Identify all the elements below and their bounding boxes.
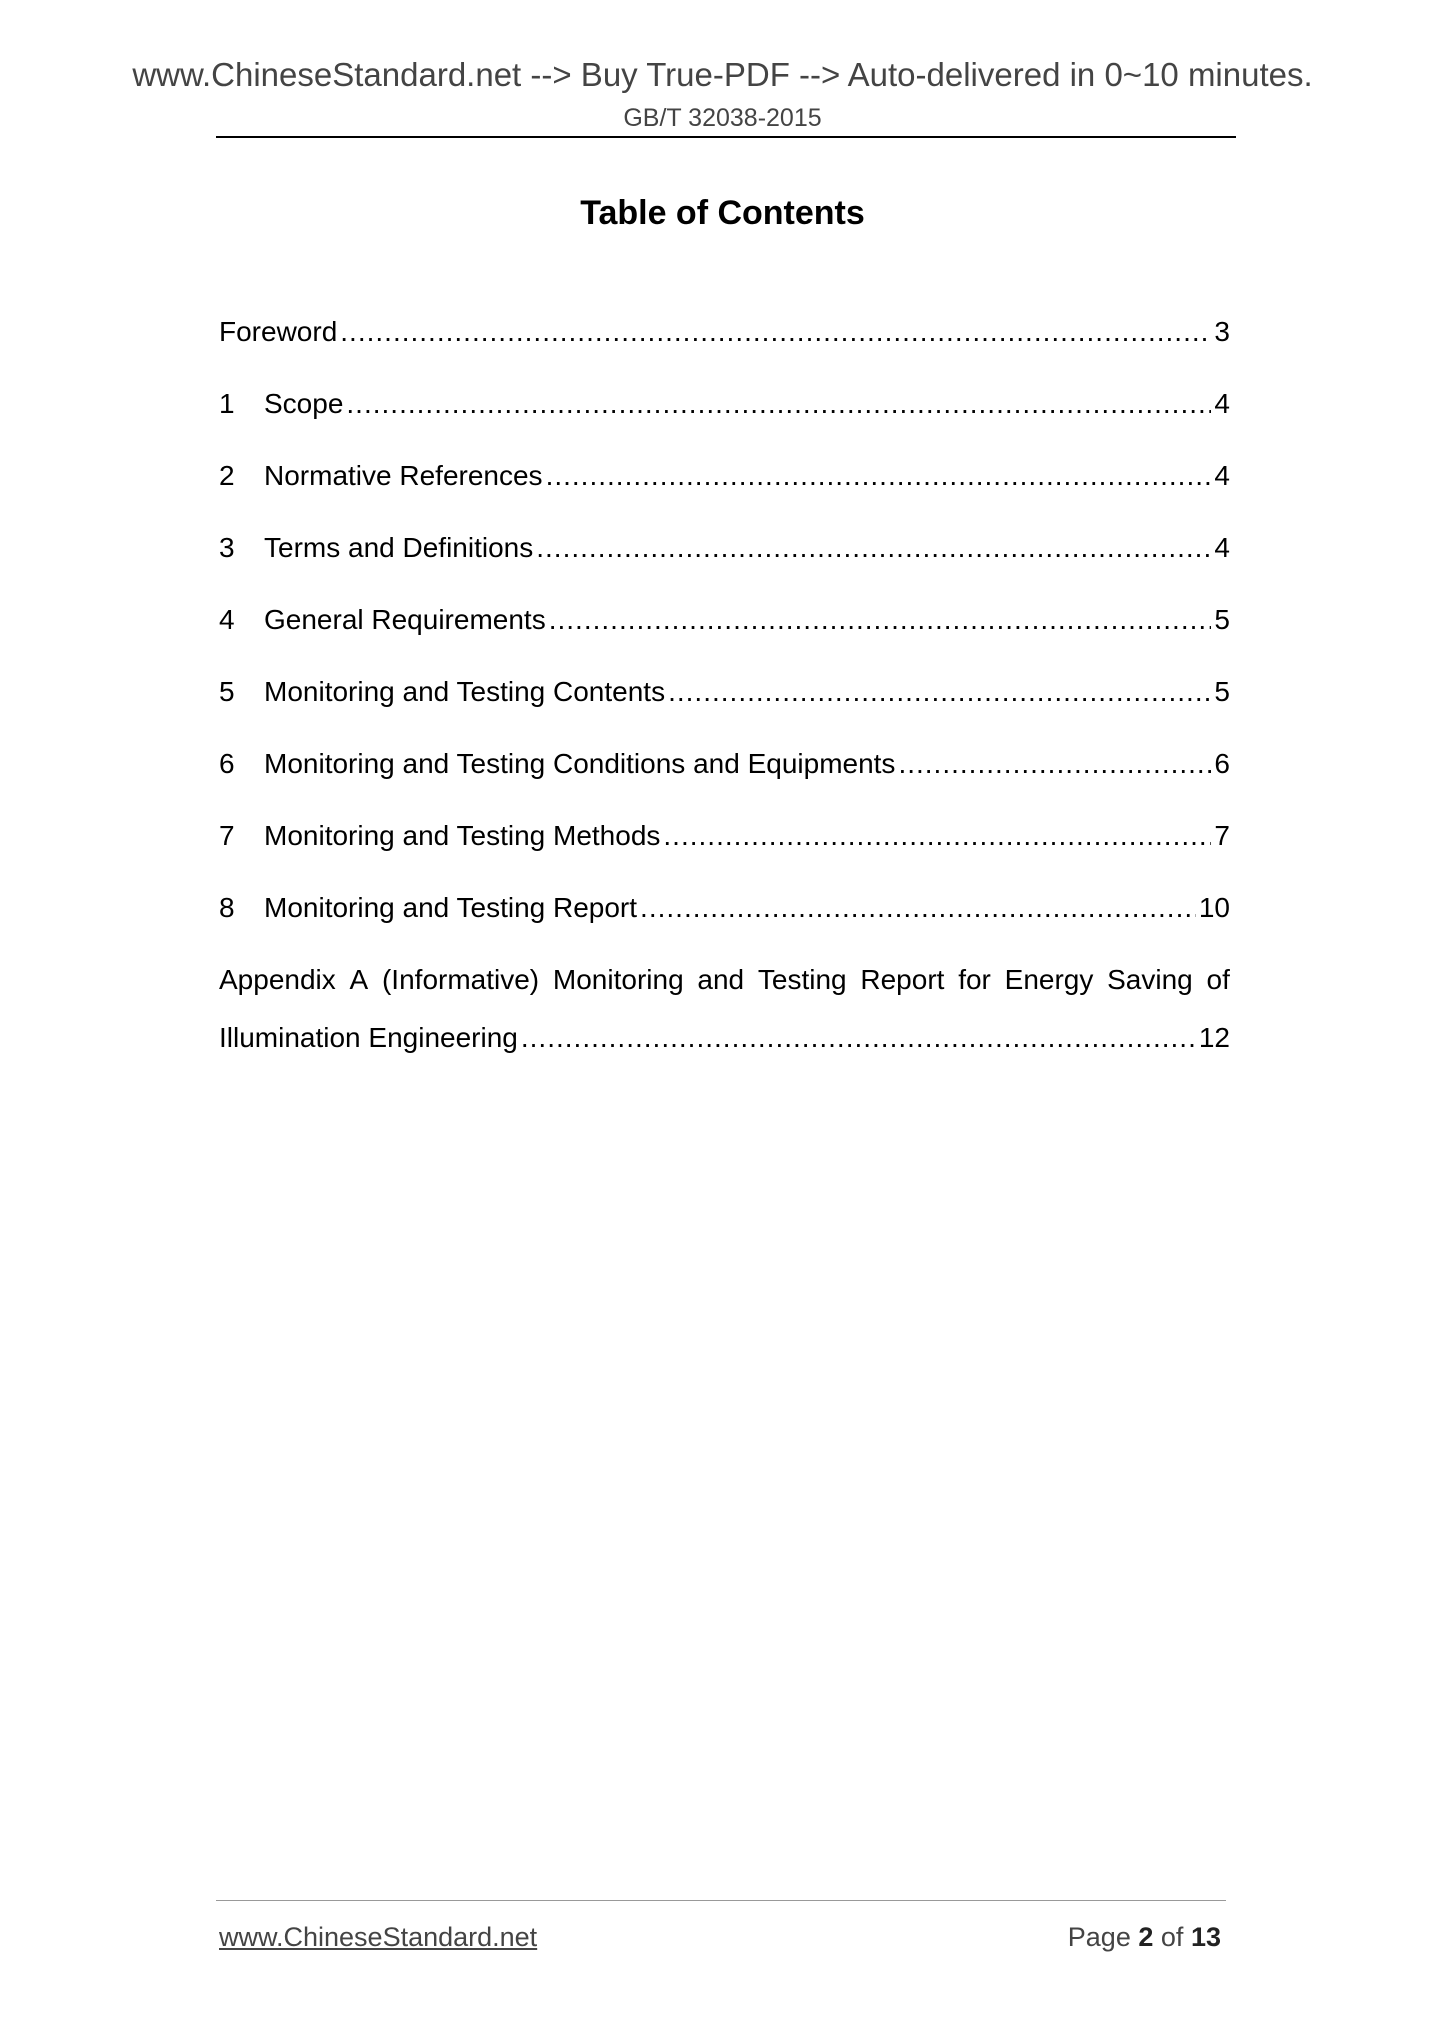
toc-entry-page: 5: [1214, 604, 1230, 635]
toc-leader: [663, 816, 1211, 856]
footer-website-link[interactable]: www.ChineseStandard.net: [219, 1922, 538, 1952]
toc-entry-page: 4: [1214, 532, 1230, 563]
page-current: 2: [1138, 1922, 1154, 1952]
toc-entry-monitoring-testing-methods[interactable]: [219, 816, 1230, 888]
toc-entry-number: 2: [219, 460, 235, 491]
toc-entry-page: 10: [1198, 892, 1230, 923]
toc-entry-page: 6: [1214, 748, 1230, 779]
header-rule: [216, 136, 1236, 138]
toc-entry-label: Normative References: [264, 460, 543, 491]
toc-entry-number: 8: [219, 892, 235, 923]
document-id: GB/T 32038-2015: [623, 104, 822, 132]
toc-entry-label: Foreword: [219, 316, 338, 347]
toc-entry-foreword[interactable]: [219, 312, 1230, 384]
appendix-word: Appendix: [219, 964, 336, 995]
toc-entry-label: Monitoring and Testing Contents: [264, 676, 666, 707]
toc-entry-page: 3: [1214, 316, 1230, 347]
toc-entry-label: Terms and Definitions: [264, 532, 534, 563]
toc-leader: [549, 600, 1212, 640]
appendix-word: Energy: [1004, 964, 1094, 995]
appendix-word: and: [697, 964, 745, 995]
toc-entry-label: Monitoring and Testing Report: [264, 892, 638, 923]
toc-entry-scope[interactable]: [219, 384, 1230, 456]
toc-entry-label: Monitoring and Testing Conditions and Equipments: [264, 748, 896, 779]
toc-leader: [340, 312, 1211, 352]
appendix-word: Testing: [757, 964, 847, 995]
toc-entry-monitoring-testing-contents[interactable]: [219, 672, 1230, 744]
appendix-word: of: [1206, 964, 1230, 995]
appendix-word: Monitoring: [552, 964, 684, 995]
toc-entry-normative-references[interactable]: [219, 456, 1230, 528]
toc-entry-page: 4: [1214, 388, 1230, 419]
toc-entry-number: 3: [219, 532, 235, 563]
toc-entry-page: 5: [1214, 676, 1230, 707]
toc-entry-number: 4: [219, 604, 235, 635]
appendix-word: A: [349, 964, 369, 995]
toc-entry-conditions-equipments[interactable]: [219, 744, 1230, 816]
toc-entry-label: Scope: [264, 388, 344, 419]
toc-leader: [668, 672, 1211, 712]
page-total: 13: [1190, 1922, 1221, 1952]
appendix-word: Report: [860, 964, 945, 995]
appendix-word: Saving: [1107, 964, 1193, 995]
toc-entry-number: 6: [219, 748, 235, 779]
appendix-title-line: [219, 960, 1230, 1018]
toc-entry-number: 1: [219, 388, 235, 419]
appendix-word: (Informative): [381, 964, 540, 995]
toc-entry-label: General Requirements: [264, 604, 546, 635]
toc-leader: [546, 456, 1212, 496]
toc-leader: [536, 528, 1211, 568]
footer-rule: [216, 1900, 1226, 1901]
toc-entry-general-requirements[interactable]: [219, 600, 1230, 672]
toc-leader: [898, 744, 1211, 784]
toc-entry-page: 12: [1198, 1022, 1230, 1053]
page-of: of: [1160, 1922, 1184, 1952]
toc-entry-page: 7: [1214, 820, 1230, 851]
toc-leader: [640, 888, 1196, 928]
toc-entry-number: 7: [219, 820, 235, 851]
appendix-word: for: [958, 964, 991, 995]
toc-entry-label: Illumination Engineering: [219, 1022, 518, 1053]
toc-leader: [346, 384, 1211, 424]
toc-entry-appendix-a[interactable]: [219, 960, 1230, 1090]
toc-entry-monitoring-testing-report[interactable]: [219, 888, 1230, 960]
appendix-second-line: [219, 1018, 1230, 1090]
page-indicator: [1068, 1922, 1221, 1953]
header-banner: www.ChineseStandard.net --> Buy True-PDF --> Auto-delivered in 0~10 minutes.: [132, 56, 1313, 93]
toc-leader: [521, 1018, 1196, 1058]
toc-entry-page: 4: [1214, 460, 1230, 491]
table-of-contents: [219, 312, 1230, 1090]
page-prefix: Page: [1067, 1922, 1131, 1952]
toc-entry-label: Monitoring and Testing Methods: [264, 820, 661, 851]
toc-entry-number: 5: [219, 676, 235, 707]
toc-entry-terms-and-definitions[interactable]: [219, 528, 1230, 600]
page-title: Table of Contents: [580, 194, 865, 232]
